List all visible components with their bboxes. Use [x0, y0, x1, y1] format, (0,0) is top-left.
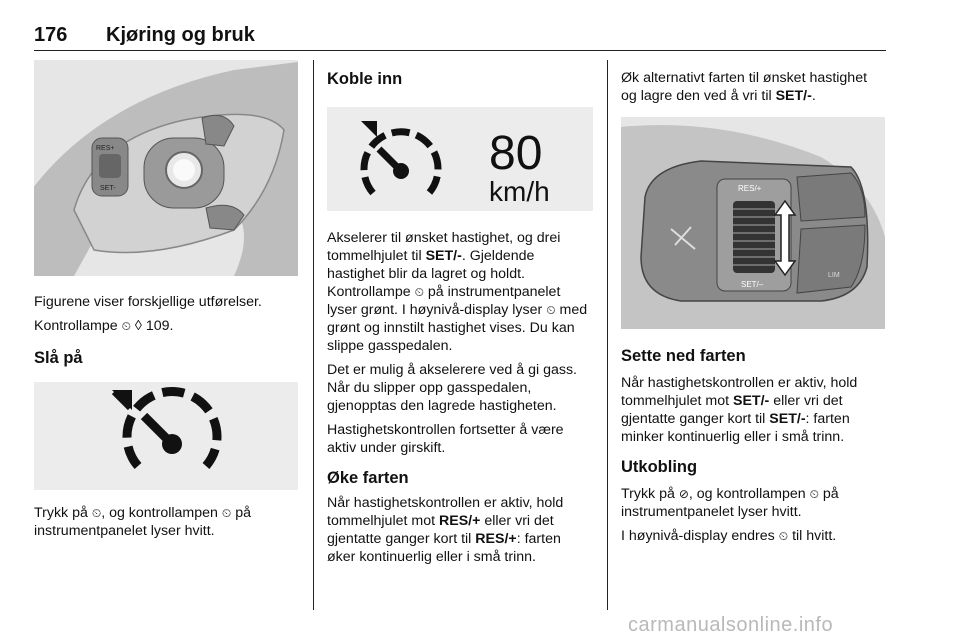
heading-switch-on: Slå på: [34, 349, 83, 367]
set-label: SET-: [100, 185, 116, 192]
column-1: [34, 60, 298, 546]
activate-paragraph: Akselerer til ønsket hastighet, og drei tommelhjulet til SET/-. Gjeldende hastighet blir da lagret og holdt. Kontrollampe ⏲ på instrumentpanelet lyser grønt. I høynivå-display lyser ⏲ med grønt og innstilt hastighet vises. Du kan slippe gasspedalen.: [327, 230, 588, 354]
heading-activate: Koble inn: [327, 70, 403, 88]
res-label: RES/+: [738, 184, 762, 193]
column-2: [327, 60, 593, 572]
figure-caption: Figurene viser forskjellige utførelser.: [34, 294, 262, 310]
display-unit: km/h: [489, 176, 550, 207]
column-divider: [313, 60, 314, 610]
page-title: Kjøring og bruk: [106, 24, 255, 46]
thumbwheel-figure: [621, 117, 885, 329]
cruise-control-icon: ⏲: [121, 319, 131, 333]
page-header: [34, 22, 886, 51]
switch-on-text: Trykk på ⏲, og kontrollampen ⏲ på instrumentpanelet lyser hvitt.: [34, 505, 251, 539]
alternative-increase-paragraph: Øk alternativt farten til ønsket hastighet og lagre den ved å vri til SET/-.: [621, 70, 868, 104]
column-divider: [607, 60, 608, 610]
cruise-control-icon: ⏲: [546, 303, 556, 317]
cruise-control-icon: ⏲: [91, 506, 102, 520]
display-speed: 80: [489, 127, 543, 180]
cruise-off-icon: ⊘: [678, 487, 689, 501]
heading-increase: Øke farten: [327, 469, 409, 487]
set-label: SET/–: [741, 280, 764, 289]
page-reference-arrow: ◊: [134, 318, 142, 334]
cruise-control-icon: ⏲: [778, 529, 789, 543]
heading-switch-off: Utkobling: [621, 458, 698, 476]
cruise-control-icon: ⏲: [809, 487, 819, 501]
lim-label: LIM: [828, 272, 840, 279]
accelerate-paragraph: Det er mulig å akselerere ved å gi gass. Når du slipper opp gasspedalen, gjenopptas den lagrede hastigheten.: [327, 362, 577, 414]
switch-off-paragraph: Trykk på ⊘, og kontrollampen ⏲ på instrumentpanelet lyser hvitt.: [621, 486, 839, 520]
res-label: RES+: [96, 145, 115, 152]
cruise-control-symbol-figure: [34, 382, 298, 490]
steering-wheel-figure: [34, 60, 298, 276]
hud-paragraph: I høynivå-display endres ⏲ til hvitt.: [621, 528, 837, 544]
reference-line: Kontrollampe ⏲ ◊ 109.: [34, 318, 174, 334]
watermark: carmanualsonline.info: [628, 614, 834, 636]
cruise-control-icon: ⏲: [221, 506, 232, 520]
page-number: 176: [34, 24, 68, 46]
cruise-control-icon: ⏲: [414, 285, 424, 299]
column-3: [621, 60, 885, 551]
gearshift-paragraph: Hastighetskontrollen fortsetter å være aktiv under girskift.: [327, 422, 564, 456]
speed-display-figure: [327, 107, 593, 211]
decrease-paragraph: Når hastighetskontrollen er aktiv, hold tommelhjulet mot SET/- eller vri det gjentatte ganger kort til SET/-: farten minker kontinuerlig eller i små trinn.: [621, 375, 858, 445]
increase-paragraph: Når hastighetskontrollen er aktiv, hold tommelhjulet mot RES/+ eller vri det gjentatte ganger kort til RES/+: farten øker kontinuerlig eller i små trinn.: [327, 495, 564, 565]
heading-decrease: Sette ned farten: [621, 347, 746, 365]
